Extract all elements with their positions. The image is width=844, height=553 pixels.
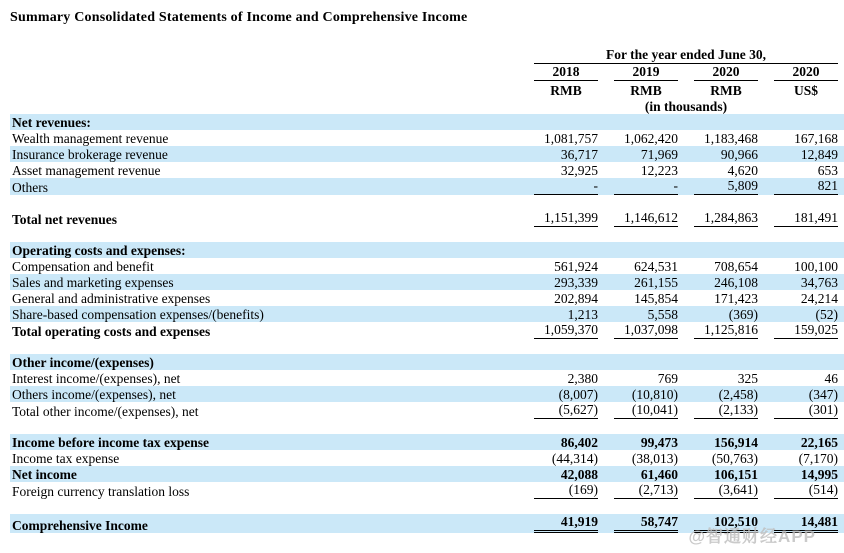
value-text: 12,223 [640,163,678,178]
table-body [10,114,844,533]
value-cell [598,258,678,274]
value-text: 61,460 [640,467,678,482]
table-row [10,290,844,306]
value-cell [678,162,758,178]
spacer-row [10,227,844,242]
value-cell [758,354,844,370]
value-text: 12,849 [800,147,838,162]
value-cell [678,514,758,533]
spacer-row [10,499,844,514]
value-text: (5,627) [534,402,598,419]
value-cell [758,130,844,146]
value-text: 14,481 [774,514,838,533]
row-label: Compensation and benefit [12,259,154,274]
value-cell [678,258,758,274]
value-cell [678,130,758,146]
row-label: Sales and marketing expenses [10,274,518,290]
row-label: General and administrative expenses [12,291,211,306]
value-text: 821 [774,178,838,195]
value-text: (52) [815,307,838,322]
value-cell [518,114,598,130]
value-text: 293,339 [554,275,598,290]
currency-header-cell [598,81,678,98]
value-cell [598,274,678,290]
table-row [10,162,844,178]
value-text: 246,108 [714,275,758,290]
year-header-cell [758,64,844,81]
currency-header-cell [678,81,758,98]
value-text: - [614,178,678,195]
value-cell [598,306,678,322]
value-text: 90,966 [720,147,758,162]
value-text: 2,380 [567,371,598,386]
value-text: 106,151 [714,467,758,482]
table-row [10,514,844,533]
currency-header: RMB [630,83,662,98]
row-label: Comprehensive Income [10,514,518,533]
value-text: 14,995 [800,467,838,482]
value-cell [598,354,678,370]
value-cell [758,514,844,533]
value-text: (7,170) [798,451,838,466]
table-row [10,354,844,370]
value-text: 1,146,612 [614,210,678,227]
value-cell [758,482,844,499]
value-cell [598,402,678,419]
value-cell [598,130,678,146]
row-label: Interest income/(expenses), net [12,371,181,386]
value-text: 86,402 [560,435,598,450]
value-cell [598,178,678,195]
value-text: 1,037,098 [614,322,678,339]
value-cell [678,466,758,482]
value-cell [758,258,844,274]
value-text: 100,100 [794,259,838,274]
value-cell [678,146,758,162]
value-cell [758,450,844,466]
value-cell [598,386,678,402]
value-cell [678,482,758,499]
row-label: Income before income tax expense [10,434,518,450]
value-text: 22,165 [800,435,838,450]
row-label: Others [10,178,518,195]
value-cell [678,402,758,419]
value-text: (369) [728,307,758,322]
value-cell [678,434,758,450]
value-cell [678,178,758,195]
spacer-cell [10,419,844,434]
value-text: 653 [817,163,838,178]
value-cell [518,402,598,419]
value-text: 99,473 [640,435,678,450]
value-cell [598,114,678,130]
value-text: (2,133) [694,402,758,419]
header-spacer-cell [10,64,518,81]
value-cell [518,370,598,386]
row-label: Total net revenues [12,212,118,227]
value-text: 202,894 [554,291,598,306]
value-cell [758,322,844,339]
value-text: 708,654 [714,259,758,274]
value-cell [598,322,678,339]
table-row [10,466,844,482]
table-row [10,146,844,162]
table-row [10,386,844,402]
years-header-row [10,64,844,81]
value-text: 624,531 [634,259,678,274]
value-cell [598,290,678,306]
table-row [10,178,844,195]
value-text: (8,007) [558,387,598,402]
value-cell [598,210,678,227]
currency-header-cell [518,81,598,98]
spacer-cell [10,499,844,514]
row-label: Income tax expense [12,451,120,466]
row-label: Wealth management revenue [12,131,169,146]
year-header: 2020 [694,64,758,81]
value-cell [518,306,598,322]
value-text: 1,213 [567,307,598,322]
period-header-label: For the year ended June 30, [534,47,838,64]
value-cell [758,274,844,290]
value-cell [518,290,598,306]
value-cell [678,114,758,130]
value-text: 41,919 [534,514,598,533]
value-cell [598,370,678,386]
table-row [10,130,844,146]
value-cell [758,162,844,178]
header-spacer-cell [10,98,518,114]
year-header: 2020 [774,64,838,81]
value-cell [518,274,598,290]
value-text: 1,125,816 [694,322,758,339]
table-row [10,210,844,227]
value-text: 1,151,399 [534,210,598,227]
table-row [10,370,844,386]
value-cell [598,146,678,162]
value-cell [678,450,758,466]
value-cell [518,178,598,195]
value-text: (169) [534,482,598,499]
value-text: (10,041) [614,402,678,419]
header-spacer-cell [10,81,518,98]
value-cell [518,354,598,370]
value-text: 156,914 [714,435,758,450]
spacer-cell [10,339,844,354]
value-text: (301) [774,402,838,419]
value-cell [758,306,844,322]
value-cell [678,306,758,322]
value-text: 769 [657,371,678,386]
value-text: - [534,178,598,195]
value-cell [758,146,844,162]
table-header [10,46,844,114]
currency-header-cell [758,81,844,98]
value-cell [518,466,598,482]
value-text: 1,183,468 [704,131,758,146]
value-cell [678,242,758,258]
header-spacer-cell [10,46,518,64]
value-cell [518,434,598,450]
value-text: 5,809 [694,178,758,195]
value-text: 4,620 [727,163,758,178]
table-row [10,450,844,466]
value-cell [518,162,598,178]
table-row [10,242,844,258]
value-cell [598,466,678,482]
row-label: Operating costs and expenses: [10,242,518,258]
row-label: Others income/(expenses), net [10,386,518,402]
row-label: Foreign currency translation loss [12,484,190,499]
year-header-cell [598,64,678,81]
value-cell [518,146,598,162]
units-note-cell [518,98,844,114]
value-cell [598,242,678,258]
value-text: 24,214 [800,291,838,306]
page-title: Summary Consolidated Statements of Income and Comprehensive Income [10,10,468,25]
value-text: 71,969 [640,147,678,162]
value-cell [758,466,844,482]
year-header-cell [678,64,758,81]
value-cell [758,290,844,306]
value-text: (3,641) [694,482,758,499]
value-text: 1,284,863 [694,210,758,227]
currency-header: US$ [793,83,818,98]
spacer-row [10,419,844,434]
value-cell [518,514,598,533]
value-text: (514) [774,482,838,499]
table-row [10,434,844,450]
value-text: 36,717 [560,147,598,162]
row-label: Net income [10,466,518,482]
row-label: Share-based compensation expenses/(benefits) [10,306,518,322]
period-header-cell [518,46,844,64]
value-cell [598,482,678,499]
value-cell [518,482,598,499]
value-cell [758,178,844,195]
value-text: (347) [808,387,838,402]
value-text: 1,081,757 [544,131,598,146]
income-statement-table [10,46,844,533]
value-cell [598,450,678,466]
year-header: 2018 [534,64,598,81]
value-text: 159,025 [774,322,838,339]
table-row [10,306,844,322]
table-row [10,274,844,290]
value-text: 167,168 [794,131,838,146]
value-cell [758,386,844,402]
value-text: 1,059,370 [534,322,598,339]
units-note-label: (in thousands) [644,99,728,114]
value-text: 561,924 [554,259,598,274]
value-text: 181,491 [774,210,838,227]
value-text: 171,423 [714,291,758,306]
value-cell [758,370,844,386]
spacer-cell [10,195,844,210]
currencies-header-row [10,81,844,98]
value-cell [678,274,758,290]
value-text: 32,925 [560,163,598,178]
units-row [10,98,844,114]
spacer-cell [10,227,844,242]
currency-header: RMB [710,83,742,98]
value-cell [758,242,844,258]
value-text: 5,558 [647,307,678,322]
value-cell [678,322,758,339]
value-text: (10,810) [631,387,678,402]
table-row [10,114,844,130]
value-text: 102,510 [694,514,758,533]
row-label: Total operating costs and expenses [12,324,211,339]
table-row [10,322,844,339]
value-cell [758,114,844,130]
row-label: Insurance brokerage revenue [10,146,518,162]
value-cell [678,386,758,402]
value-cell [678,370,758,386]
row-label: Total other income/(expenses), net [12,404,199,419]
value-cell [518,322,598,339]
value-text: 42,088 [560,467,598,482]
value-text: 58,747 [614,514,678,533]
value-text: 325 [737,371,758,386]
value-cell [678,354,758,370]
value-cell [598,162,678,178]
value-cell [518,210,598,227]
table-row [10,258,844,274]
table-row [10,402,844,419]
value-cell [758,210,844,227]
value-text: 34,763 [800,275,838,290]
value-cell [518,450,598,466]
value-text: 261,155 [634,275,678,290]
value-text: 145,854 [634,291,678,306]
table-row [10,482,844,499]
value-cell [518,242,598,258]
value-cell [518,130,598,146]
value-cell [598,434,678,450]
value-cell [518,386,598,402]
value-cell [518,258,598,274]
period-header-row [10,46,844,64]
value-cell [678,210,758,227]
value-text: (2,713) [614,482,678,499]
value-text: (44,314) [551,451,598,466]
value-text: 1,062,420 [624,131,678,146]
value-cell [678,290,758,306]
value-cell [758,402,844,419]
value-text: 46 [824,371,838,386]
value-text: (2,458) [718,387,758,402]
currency-header: RMB [550,83,582,98]
year-header-cell [518,64,598,81]
year-header: 2019 [614,64,678,81]
value-text: (38,013) [631,451,678,466]
watermark-text: @智通财经APP [688,527,816,546]
value-cell [758,434,844,450]
value-text: (50,763) [711,451,758,466]
row-label: Other income/(expenses) [10,354,518,370]
spacer-row [10,339,844,354]
row-label: Net revenues: [10,114,518,130]
spacer-row [10,195,844,210]
value-cell [598,514,678,533]
row-label: Asset management revenue [12,163,161,178]
